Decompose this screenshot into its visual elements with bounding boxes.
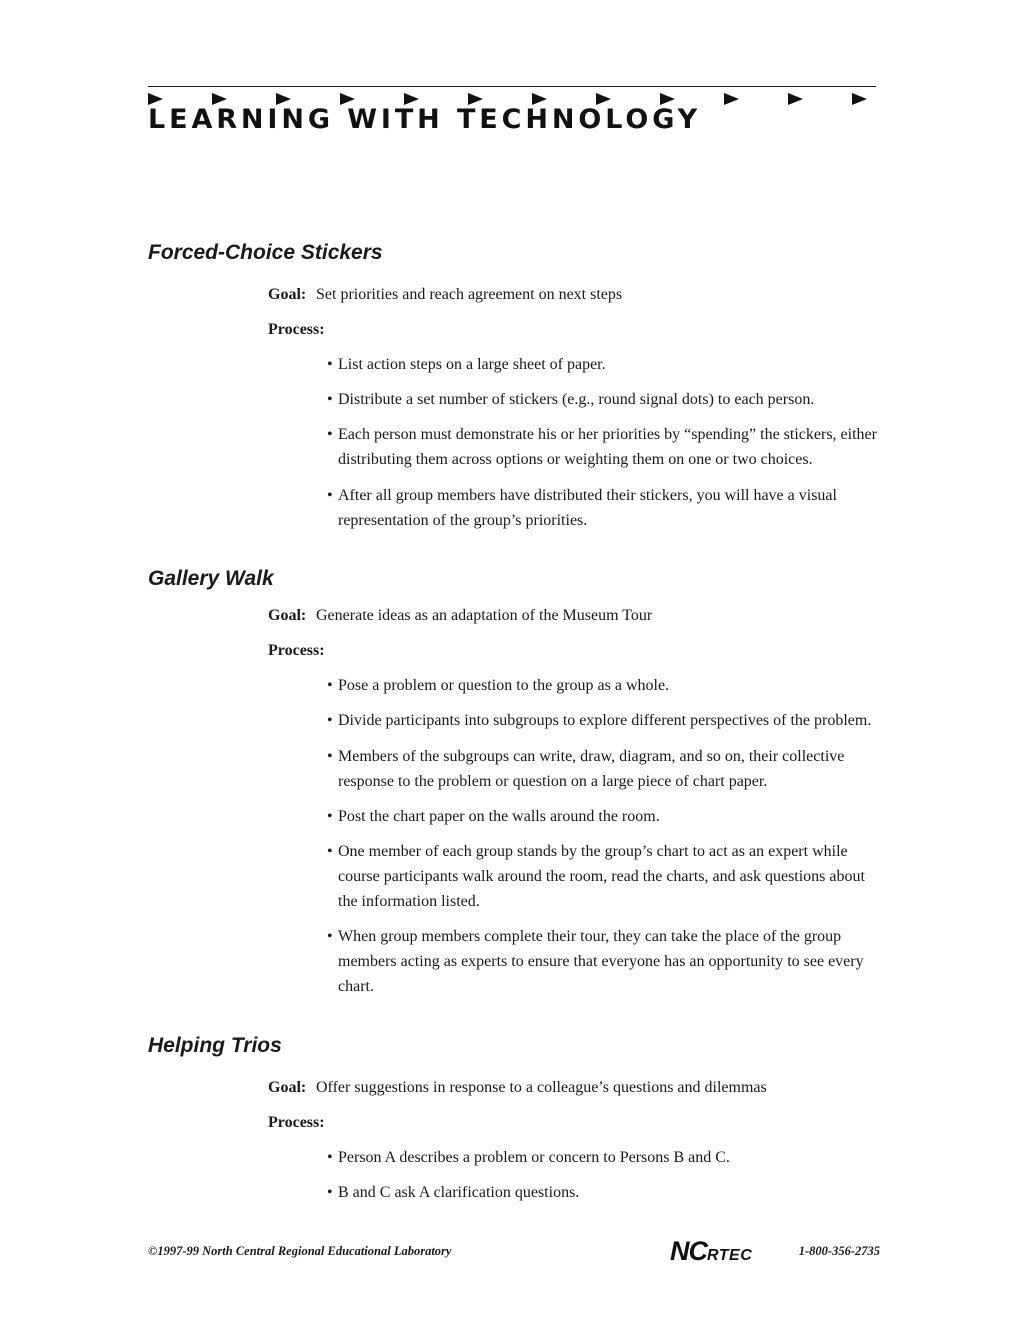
list-item: • Person A describes a problem or concern to Persons B and C. xyxy=(327,1145,887,1170)
bullet-icon: • xyxy=(327,808,333,825)
brand-title: LEARNING WITH TECHNOLOGY xyxy=(148,104,702,135)
bullet-icon: • xyxy=(327,843,333,860)
process-label: Process: xyxy=(268,1114,325,1131)
copyright-text: ©1997-99 North Central Regional Educational Laboratory xyxy=(148,1244,452,1258)
bullet-icon: • xyxy=(327,748,333,765)
goal-label: Goal: xyxy=(268,607,307,624)
list-item: • Members of the subgroups can write, draw, diagram, and so on, their collective response to the problem or question on a large piece of chart paper. xyxy=(327,744,887,794)
goal-text: Generate ideas as an adaptation of the Museum Tour xyxy=(316,607,653,624)
bullet-icon: • xyxy=(327,426,333,443)
goal-text: Set priorities and reach agreement on next steps xyxy=(316,286,623,303)
bullet-icon: • xyxy=(327,928,333,945)
process-label: Process: xyxy=(268,642,325,659)
goal-label: Goal: xyxy=(268,1079,307,1096)
list-item: • B and C ask A clarification questions. xyxy=(327,1180,887,1205)
process-label: Process: xyxy=(268,321,325,338)
goal-text: Offer suggestions in response to a colleague’s questions and dilemmas xyxy=(316,1079,767,1096)
document-footer xyxy=(148,1236,880,1266)
list-item: • After all group members have distributed their stickers, you will have a visual representation of the group’s priorities. xyxy=(327,483,887,533)
bullet-icon: • xyxy=(327,391,333,408)
list-item: • Pose a problem or question to the group as a whole. xyxy=(327,673,887,698)
bullet-icon: • xyxy=(327,712,333,729)
list-item: • Distribute a set number of stickers (e.g., round signal dots) to each person. xyxy=(327,387,887,412)
list-item: • Divide participants into subgroups to explore different perspectives of the problem. xyxy=(327,708,887,733)
list-item: • List action steps on a large sheet of paper. xyxy=(327,352,887,377)
bullet-icon: • xyxy=(327,1184,333,1201)
list-item: • Each person must demonstrate his or her priorities by “spending” the stickers, either distributing them across options or weighting them on one or two choices. xyxy=(327,422,887,472)
ncrtec-logo xyxy=(670,1236,752,1267)
bullet-icon: • xyxy=(327,1149,333,1166)
bullet-icon: • xyxy=(327,356,333,373)
list-item: • One member of each group stands by the group’s chart to act as an expert while course participants walk around the room, read the charts, and ask questions about the information listed. xyxy=(327,839,887,914)
bullet-icon: • xyxy=(327,677,333,694)
phone-number: 1-800-356-2735 xyxy=(798,1244,880,1258)
logo-rtec-text: RTEC xyxy=(707,1247,753,1264)
goal-label: Goal: xyxy=(268,286,307,303)
list-item: • When group members complete their tour, they can take the place of the group members acting as experts to ensure that everyone has an opportunity to see every chart. xyxy=(327,924,887,999)
header-rule xyxy=(148,86,876,87)
logo-nc-text: NC xyxy=(670,1236,707,1266)
bullet-icon: • xyxy=(327,487,333,504)
list-item: • Post the chart paper on the walls around the room. xyxy=(327,804,887,829)
section-title: Helping Trios xyxy=(148,1034,282,1057)
section-title: Forced-Choice Stickers xyxy=(148,241,383,264)
section-title: Gallery Walk xyxy=(148,567,274,590)
